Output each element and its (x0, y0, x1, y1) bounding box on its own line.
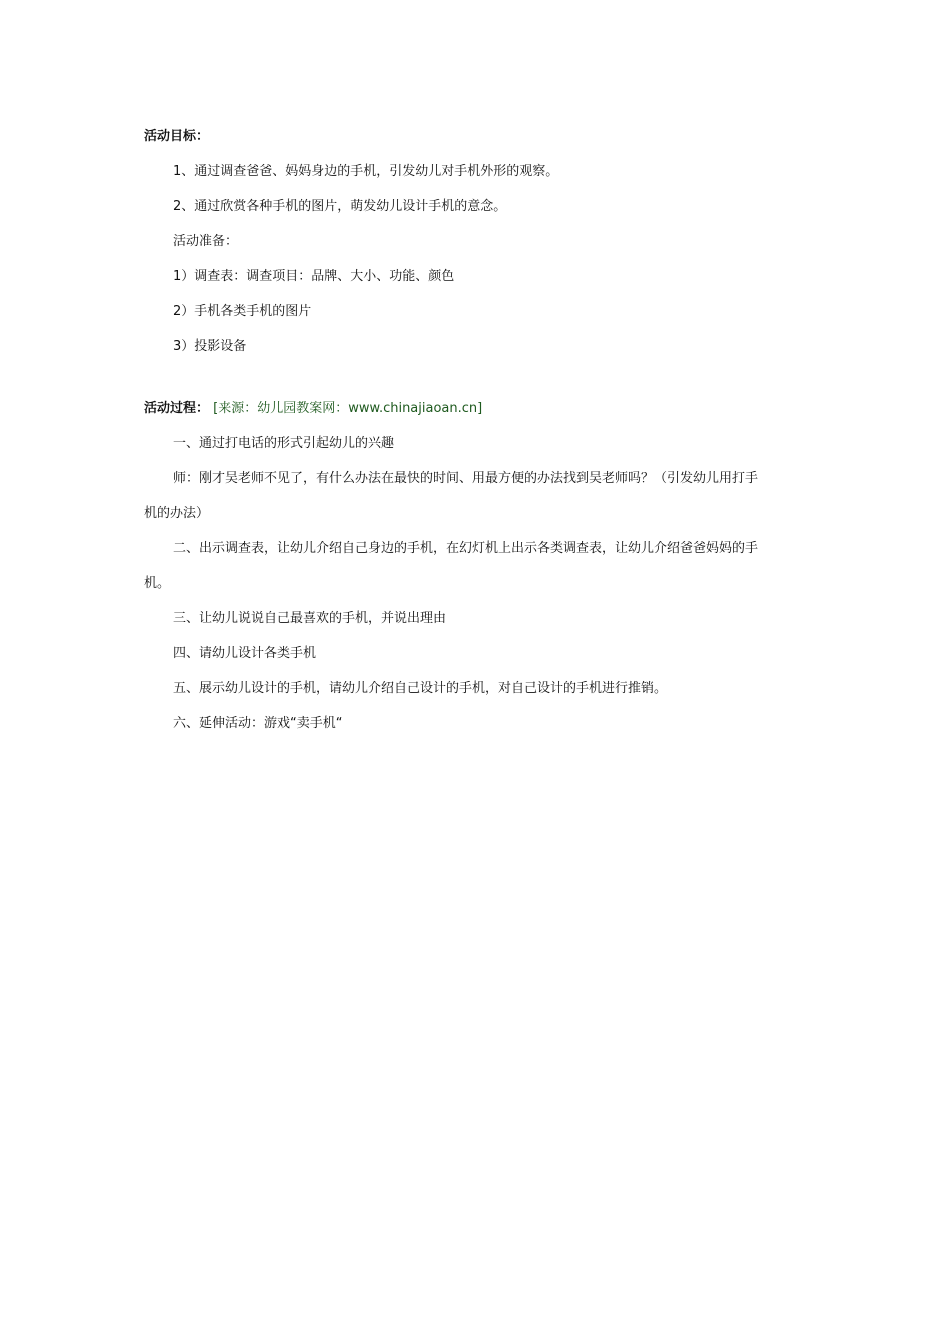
process-step: 四、请幼儿设计各类手机 (173, 646, 317, 661)
process-step: 师：刚才吴老师不见了，有什么办法在最快的时间、用最方便的办法找到吴老师吗？（引发幼儿用打手 (173, 471, 759, 486)
source-link[interactable]: www.chinajiaoan.cn (348, 401, 478, 416)
process-heading-line (144, 400, 482, 418)
process-step: 六、延伸活动：游戏“卖手机“ (173, 716, 343, 731)
goal-item: 1、通过调查爸爸、妈妈身边的手机，引发幼儿对手机外形的观察。 (173, 164, 559, 179)
prep-heading: 活动准备： (173, 234, 239, 249)
process-step-continued: 机的办法） (144, 506, 210, 521)
source-prefix: [来源：幼儿园教案网： (213, 401, 349, 416)
process-step: 一、通过打电话的形式引起幼儿的兴趣 (173, 436, 395, 451)
source-suffix: ] (477, 401, 483, 416)
prep-item: 2）手机各类手机的图片 (173, 304, 312, 319)
process-heading: 活动过程： (144, 401, 210, 416)
prep-item: 3）投影设备 (173, 339, 247, 354)
process-step-continued: 机。 (144, 576, 171, 591)
prep-item: 1）调查表：调查项目：品牌、大小、功能、颜色 (173, 269, 455, 284)
goal-item: 2、通过欣赏各种手机的图片，萌发幼儿设计手机的意念。 (173, 199, 507, 214)
process-step: 二、出示调查表，让幼儿介绍自己身边的手机，在幻灯机上出示各类调查表，让幼儿介绍爸爸妈妈的手 (173, 541, 759, 556)
process-step: 五、展示幼儿设计的手机，请幼儿介绍自己设计的手机，对自己设计的手机进行推销。 (173, 681, 668, 696)
goals-heading: 活动目标： (144, 129, 210, 144)
process-step: 三、让幼儿说说自己最喜欢的手机，并说出理由 (173, 611, 447, 626)
